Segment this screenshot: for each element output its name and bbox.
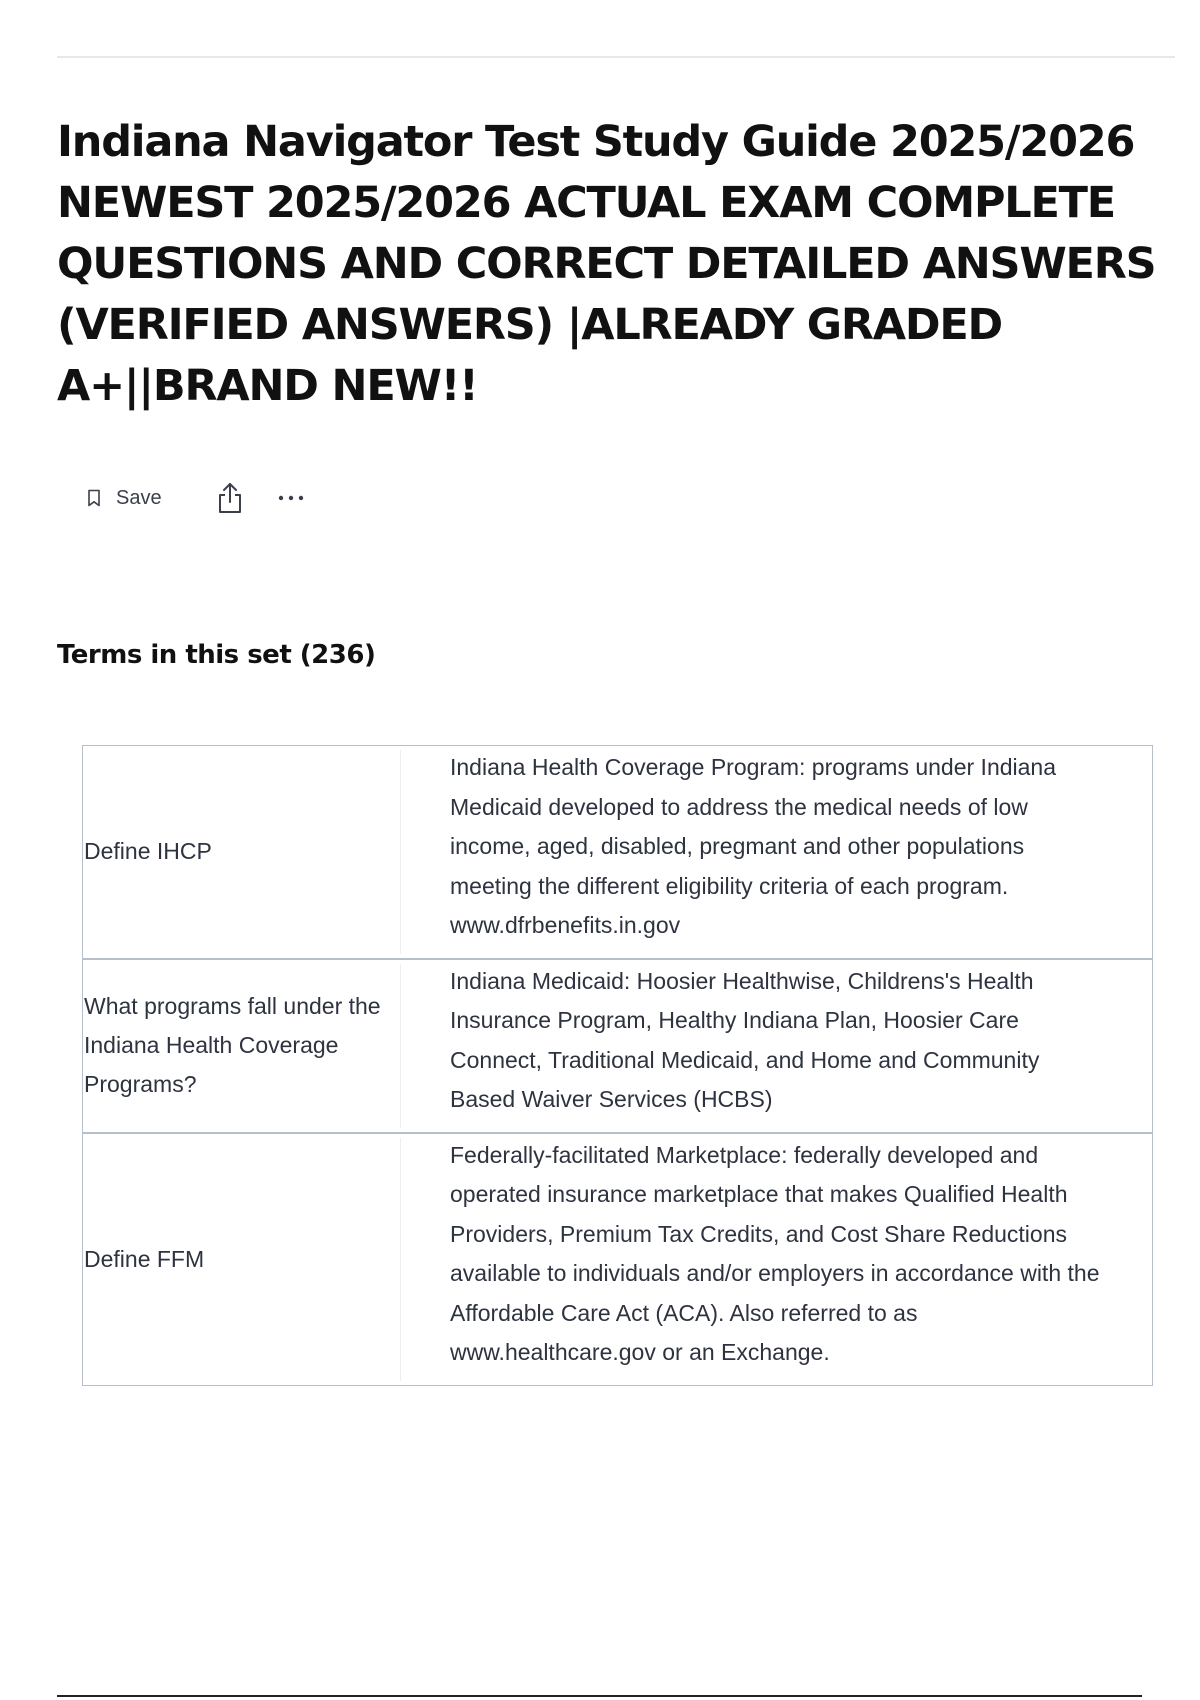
term-row[interactable] (83, 746, 1152, 960)
bookmark-icon (84, 488, 104, 508)
definition-cell: Indiana Health Coverage Program: programs under Indiana Medicaid developed to address the medical needs of low income, aged, disabled, pregmant and other populations meeting the different eligibility criteria of each program. www.dfrbenefits.in.gov (450, 754, 1057, 938)
save-label: Save (116, 486, 162, 509)
more-options-button[interactable] (274, 488, 308, 508)
term-cell: Define FFM (83, 1138, 401, 1381)
term-cell: Define IHCP (83, 750, 401, 954)
terms-heading: Terms in this set (236) (57, 640, 376, 670)
share-icon (214, 481, 246, 515)
bottom-divider (57, 1695, 1142, 1697)
save-button[interactable] (84, 487, 162, 510)
page-title: Indiana Navigator Test Study Guide 2025/2026 NEWEST 2025/2026 ACTUAL EXAM COMPLETE QUESTIONS AND CORRECT DETAILED ANSWERS (VERIFIED ANSWERS) |ALREADY GRADED A+||BRAND NEW!! (57, 117, 1156, 411)
definition-cell: Indiana Medicaid: Hoosier Healthwise, Childrens's Health Insurance Program, Healthy Indiana Plan, Hoosier Care Connect, Traditional Medicaid, and Home and Community Based Waiver Services (HCBS) (450, 967, 1040, 1112)
share-button[interactable] (214, 481, 246, 515)
action-bar (84, 478, 308, 518)
term-row[interactable] (83, 1134, 1152, 1385)
term-row[interactable] (83, 960, 1152, 1134)
top-divider (57, 56, 1175, 58)
definition-cell: Federally-facilitated Marketplace: federally developed and operated insurance marketplace that makes Qualified Health Providers, Premium Tax Credits, and Cost Share Reductions available to individuals and/or employers in accordance with the Affordable Care Act (ACA). Also referred to as www.healthcare.gov or an Exchange. (450, 1141, 1100, 1365)
terms-table (82, 745, 1153, 1386)
term-cell: What programs fall under the Indiana Health Coverage Programs? (83, 964, 401, 1128)
more-icon (274, 488, 308, 508)
